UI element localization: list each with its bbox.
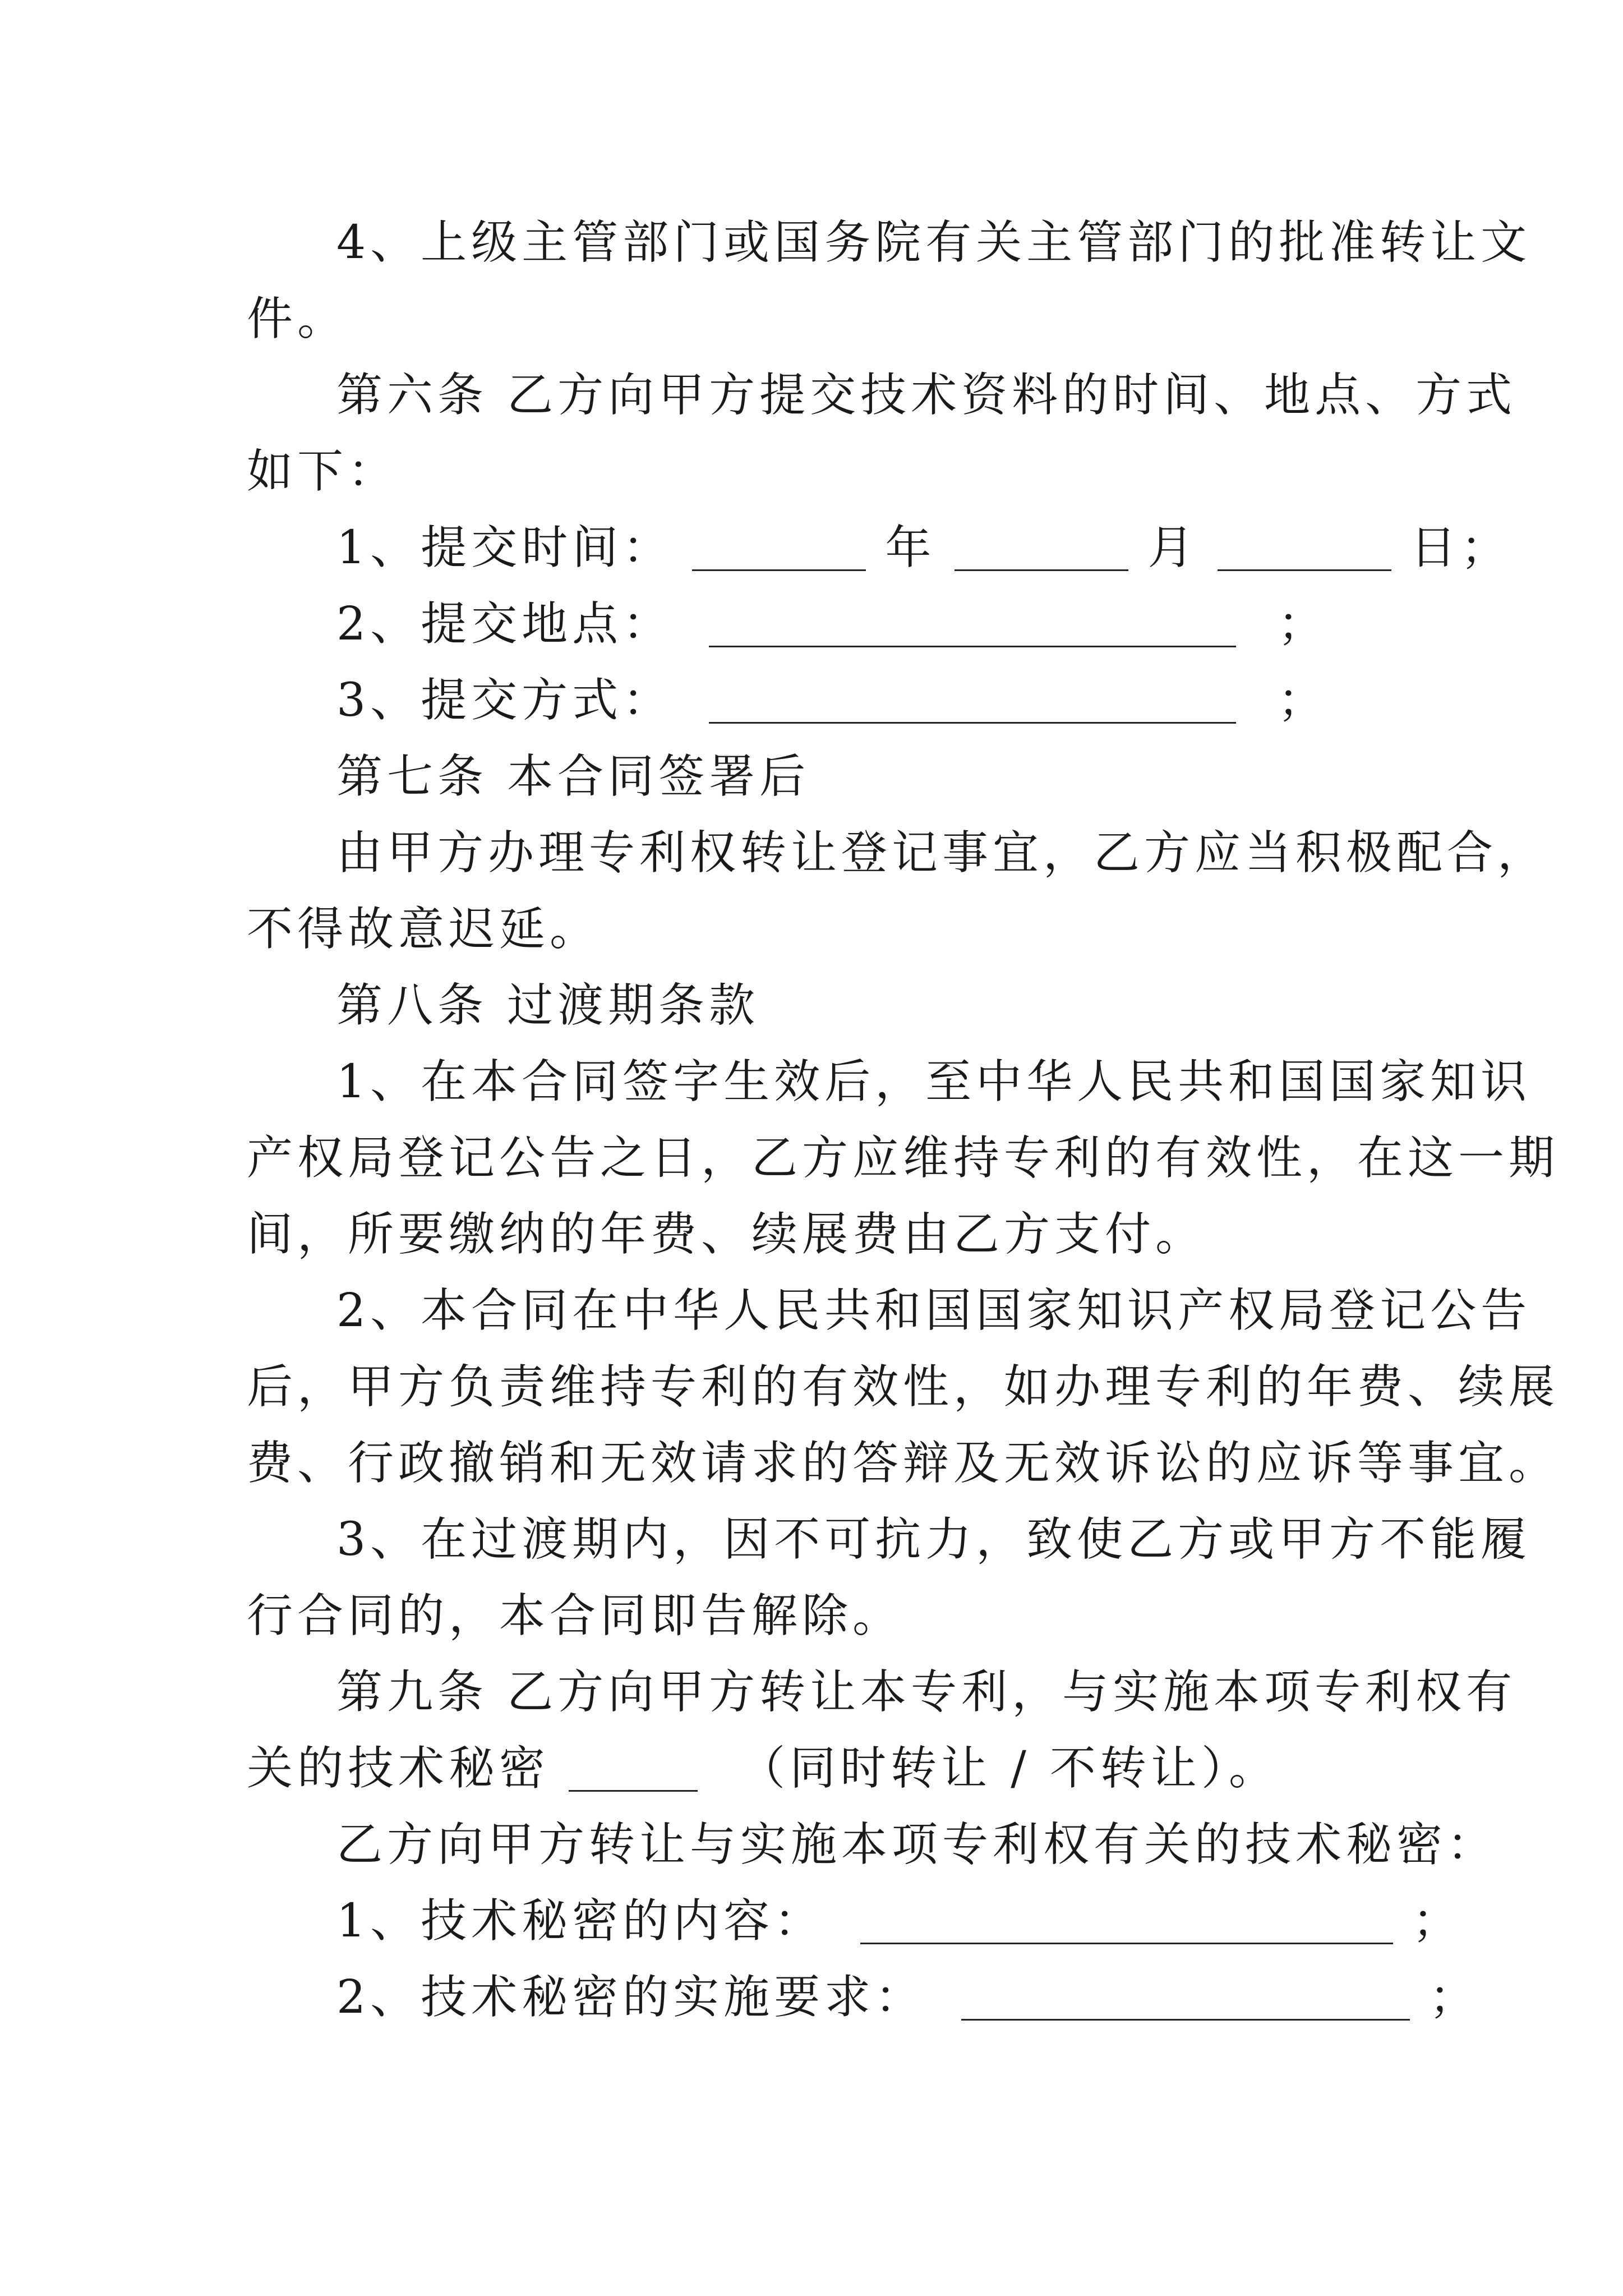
submit-time-line	[336, 521, 1511, 574]
secret-requirements-field[interactable]	[961, 1980, 1410, 2021]
submit-method-line	[336, 674, 1329, 727]
submit-day-field[interactable]	[1218, 530, 1391, 571]
transfer-choice-field[interactable]	[569, 1751, 698, 1792]
article-8-heading: 第八条 过渡期条款	[336, 979, 760, 1032]
transfer-choice-options: （同时转让 / 不转让）。	[739, 1742, 1279, 1795]
article-6-heading-line-1: 第六条 乙方向甲方提交技术资料的时间、地点、方式	[336, 369, 1517, 422]
submit-place-end: ；	[1278, 597, 1329, 651]
year-label: 年	[885, 521, 936, 574]
submit-month-field[interactable]	[955, 530, 1128, 571]
submit-method-end: ；	[1278, 674, 1329, 727]
article-9-line-1: 第九条 乙方向甲方转让本专利，与实施本项专利权有	[336, 1665, 1517, 1719]
article-7-heading: 第七条 本合同签署后	[336, 750, 810, 803]
article-8-item-3-line-1: 3、在过渡期内，因不可抗力，致使乙方或甲方不能履	[336, 1513, 1532, 1566]
submit-place-field[interactable]	[709, 606, 1236, 647]
submit-place-label: 2、提交地点：	[336, 597, 674, 651]
month-label: 月	[1147, 521, 1198, 574]
article-8-item-1-line-1: 1、在本合同签字生效后，至中华人民共和国国家知识	[336, 1055, 1532, 1108]
submit-place-line	[336, 597, 1329, 651]
article-8-item-3-line-2: 行合同的，本合同即告解除。	[247, 1589, 903, 1642]
secret-requirements-end: ；	[1429, 1971, 1480, 2024]
article-8-item-1-line-2: 产权局登记公告之日，乙方应维持专利的有效性，在这一期	[247, 1131, 1560, 1185]
submit-method-field[interactable]	[709, 683, 1236, 724]
submit-time-label: 1、提交时间：	[336, 521, 674, 574]
clause-5-item-4-line-1: 4、上级主管部门或国务院有关主管部门的批准转让文	[336, 216, 1532, 269]
article-7-body-line-1: 由甲方办理专利权转让登记事宜，乙方应当积极配合，	[336, 826, 1548, 880]
submit-method-label: 3、提交方式：	[336, 674, 674, 727]
article-8-item-1-line-3: 间，所要缴纳的年费、续展费由乙方支付。	[247, 1208, 1206, 1261]
day-label: 日；	[1410, 521, 1511, 574]
secret-content-line	[336, 1894, 1463, 1948]
article-8-item-2-line-1: 2、本合同在中华人民共和国国家知识产权局登记公告	[336, 1284, 1532, 1337]
article-8-item-2-line-2: 后，甲方负责维持专利的有效性，如办理专利的年费、续展	[247, 1360, 1560, 1414]
secret-requirements-label: 2、技术秘密的实施要求：	[336, 1971, 926, 2024]
article-9-line-2	[247, 1742, 1279, 1795]
technical-secret-prefix: 关的技术秘密	[247, 1742, 550, 1795]
secret-requirements-line	[336, 1971, 1480, 2024]
secret-content-label: 1、技术秘密的内容：	[336, 1894, 825, 1948]
article-8-item-2-line-3: 费、行政撤销和无效请求的答辩及无效诉讼的应诉等事宜。	[247, 1437, 1560, 1490]
secret-content-field[interactable]	[860, 1903, 1393, 1944]
article-7-body-line-2: 不得故意迟延。	[247, 903, 601, 956]
secret-content-end: ；	[1412, 1894, 1463, 1948]
secret-transfer-intro: 乙方向甲方转让与实施本项专利权有关的技术秘密：	[336, 1818, 1498, 1871]
submit-year-field[interactable]	[692, 530, 866, 571]
clause-5-item-4-line-2: 件。	[247, 292, 348, 346]
article-6-heading-line-2: 如下：	[247, 445, 399, 498]
